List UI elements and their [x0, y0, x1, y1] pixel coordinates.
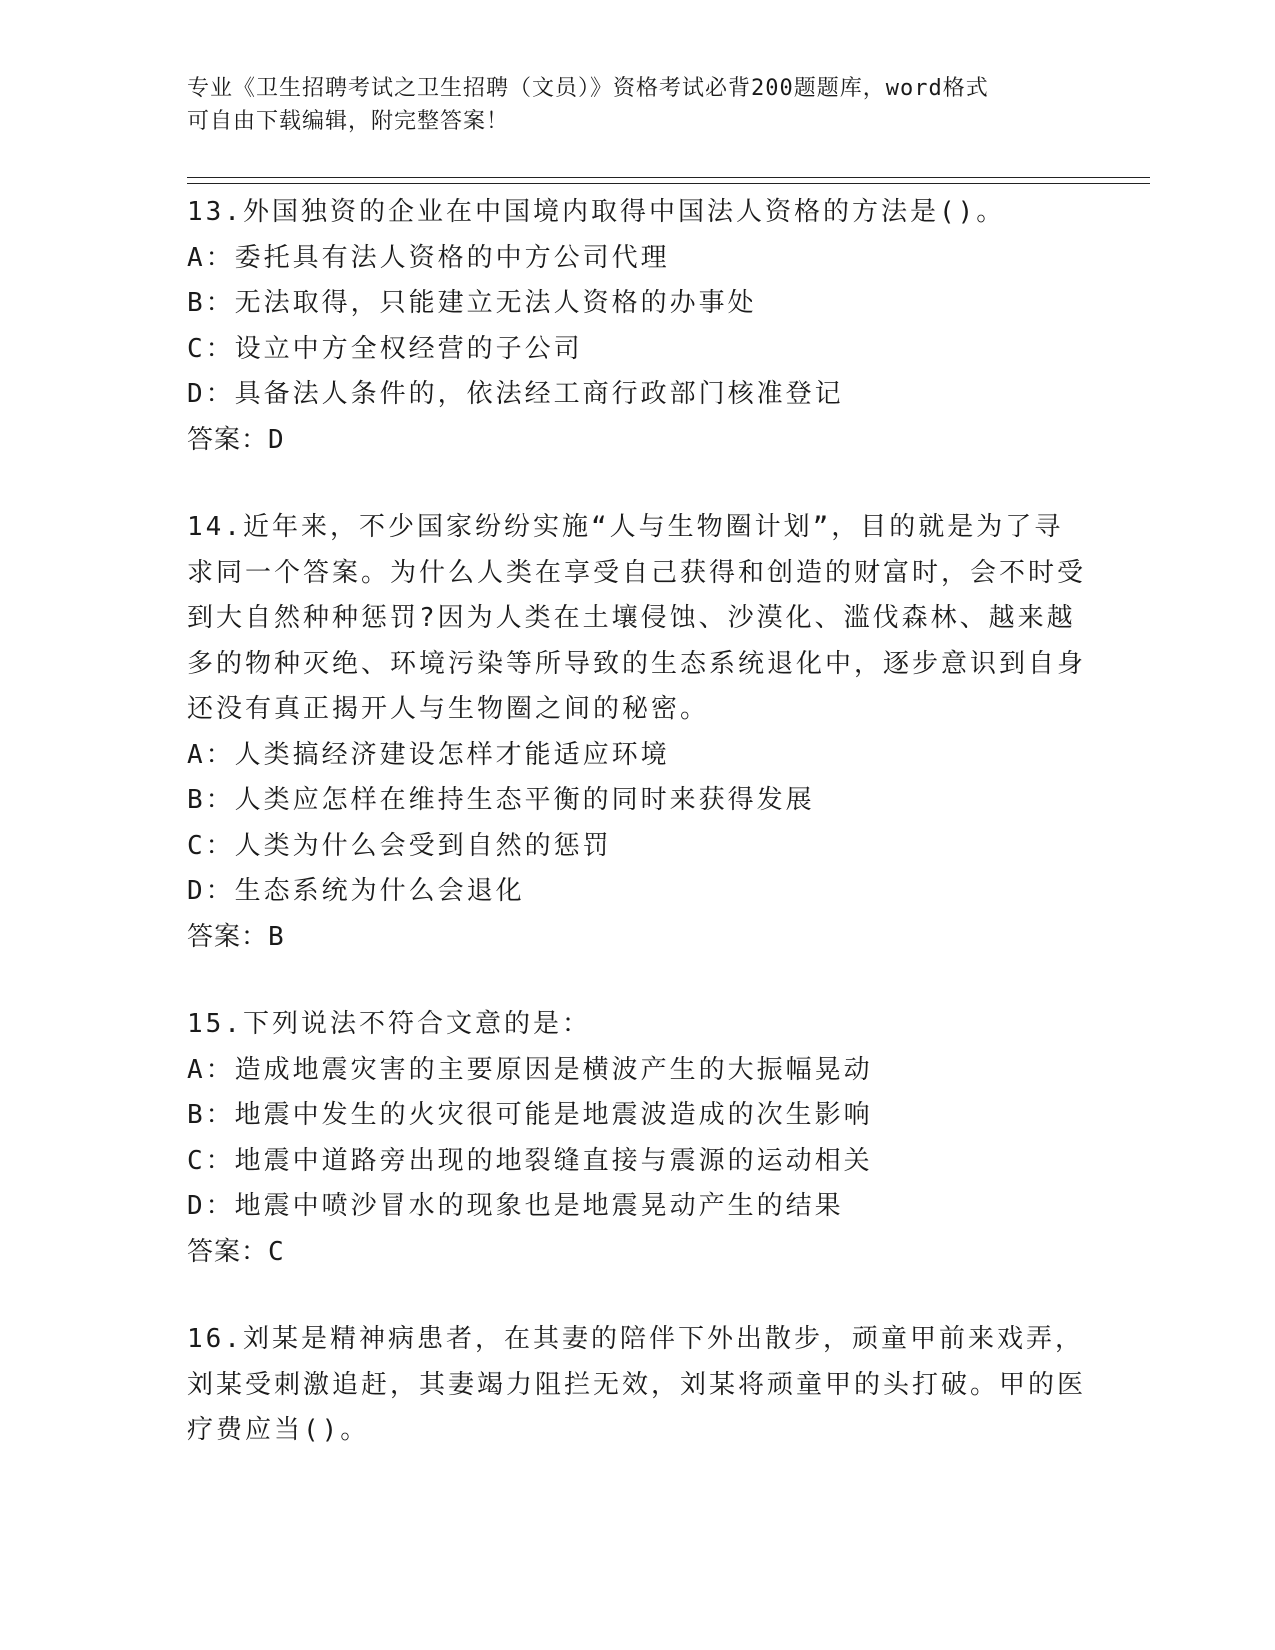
question-stem: 14.近年来，不少国家纷纷实施“人与生物圈计划”，目的就是为了寻求同一个答案。为什么人类在享受自己获得和创造的财富时，会不时受到大自然种种惩罚?因为人类在土壤侵蚀、沙漠化、滥伐森林、越来越多的物种灭绝、环境污染等所导致的生态系统退化中，逐步意识到自身还没有真正揭开人与生物圈之间的秘密。: [187, 512, 1087, 724]
answer-line: [187, 1230, 1087, 1276]
option-a: A：造成地震灾害的主要原因是横波产生的大振幅晃动: [187, 1054, 873, 1085]
answer-label: 答案：: [187, 1236, 269, 1267]
option-b: B：人类应怎样在维持生态平衡的同时来获得发展: [187, 785, 815, 815]
option-c: C：人类为什么会受到自然的惩罚: [187, 830, 612, 861]
question-15: [187, 1002, 1087, 1275]
question-stem: 15.下列说法不符合文意的是：: [187, 1009, 591, 1039]
question-list: [187, 190, 1087, 1454]
question-stem: 16.刘某是精神病患者，在其妻的陪伴下外出散步，顽童甲前来戏弄，刘某受刺激追赶，其妻竭力阻拦无效，刘某将顽童甲的头打破。甲的医疗费应当()。: [187, 1324, 1087, 1445]
answer-value: C: [268, 1236, 285, 1267]
option-a: A：委托具有法人资格的中方公司代理: [187, 242, 670, 273]
answer-value: D: [268, 424, 285, 455]
question-stem: 13.外国独资的企业在中国境内取得中国法人资格的方法是()。: [187, 197, 1006, 227]
question-14: [187, 505, 1087, 960]
header-line-2: 可自由下载编辑，附完整答案！: [187, 109, 510, 134]
answer-line: [187, 418, 1087, 464]
answer-line: [187, 915, 1087, 961]
answer-value: B: [268, 921, 285, 952]
answer-label: 答案：: [187, 424, 269, 455]
document-header: [187, 72, 1067, 138]
header-divider-top: [187, 177, 1150, 178]
header-divider-bottom: [187, 183, 1150, 184]
option-b: B：无法取得，只能建立无法人资格的办事处: [187, 288, 757, 318]
option-a: A：人类搞经济建设怎样才能适应环境: [187, 739, 670, 770]
option-c: C：设立中方全权经营的子公司: [187, 333, 583, 364]
answer-label: 答案：: [187, 921, 269, 952]
question-13: [187, 190, 1087, 463]
option-d: D：具备法人条件的，依法经工商行政部门核准登记: [187, 379, 844, 409]
option-d: D：生态系统为什么会退化: [187, 876, 525, 906]
question-16: [187, 1317, 1087, 1454]
option-d: D：地震中喷沙冒水的现象也是地震晃动产生的结果: [187, 1191, 844, 1221]
option-b: B：地震中发生的火灾很可能是地震波造成的次生影响: [187, 1100, 873, 1130]
option-c: C：地震中道路旁出现的地裂缝直接与震源的运动相关: [187, 1145, 873, 1176]
header-line-1: 专业《卫生招聘考试之卫生招聘（文员）》资格考试必背200题题库，word格式: [187, 76, 989, 101]
